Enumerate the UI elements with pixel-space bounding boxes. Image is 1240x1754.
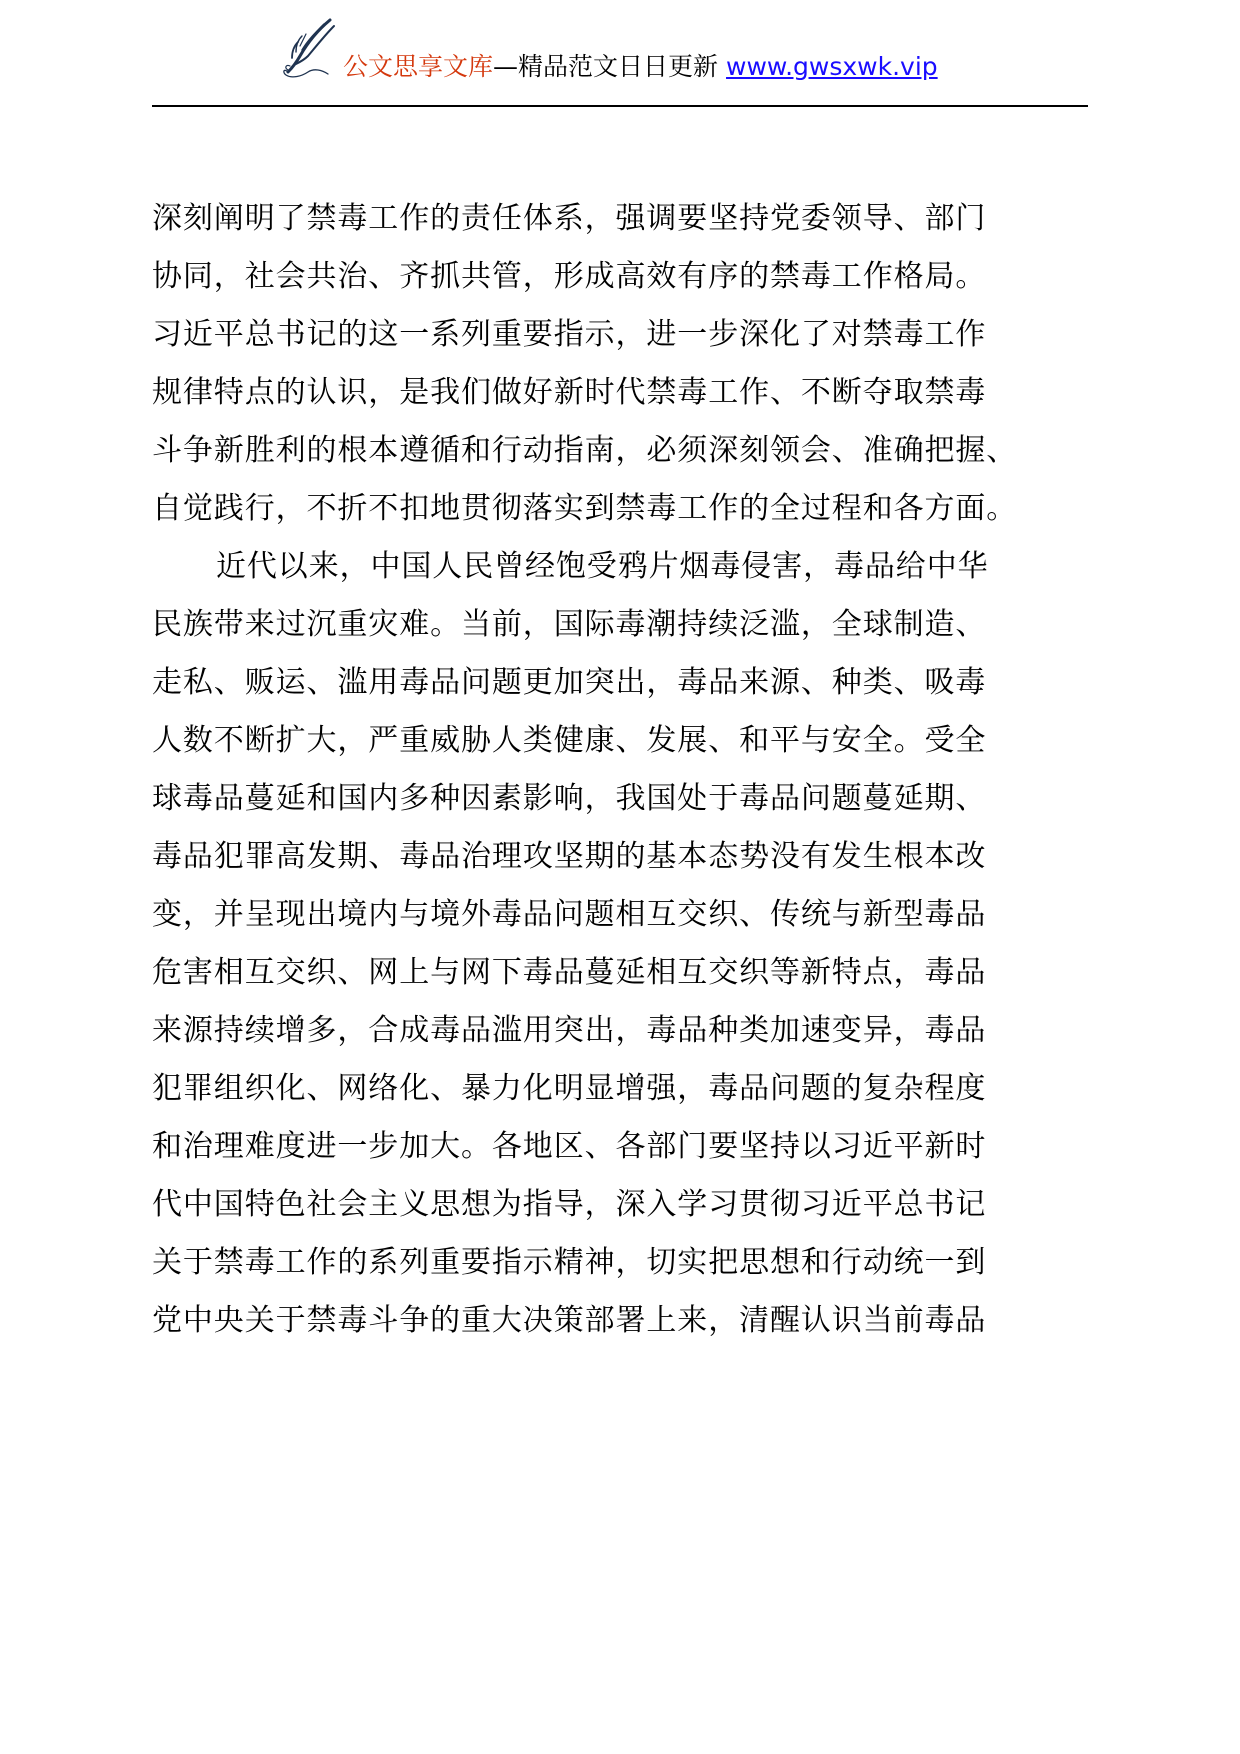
- text-line: 毒品犯罪高发期、毒品治理攻坚期的基本态势没有发生根本改: [152, 839, 987, 874]
- page-header: [0, 0, 1240, 110]
- text-line: 习近平总书记的这一系列重要指示，进一步深化了对禁毒工作: [152, 317, 987, 352]
- text-line: 球毒品蔓延和国内多种因素影响，我国处于毒品问题蔓延期、: [152, 781, 987, 816]
- text-line: 来源持续增多，合成毒品滥用突出，毒品种类加速变异，毒品: [152, 1013, 987, 1048]
- text-line: 变，并呈现出境内与境外毒品问题相互交织、传统与新型毒品: [152, 897, 987, 932]
- text-line: 人数不断扩大，严重威胁人类健康、发展、和平与安全。受全: [152, 723, 987, 758]
- brand-name: 公文思享文库: [343, 52, 494, 81]
- document-body: [152, 190, 1092, 1350]
- text-line: 犯罪组织化、网络化、暴力化明显增强，毒品问题的复杂程度: [152, 1071, 987, 1106]
- text-line: 走私、贩运、滥用毒品问题更加突出，毒品来源、种类、吸毒: [152, 665, 987, 700]
- header-divider: [152, 105, 1088, 107]
- text-line: 自觉践行，不折不扣地贯彻落实到禁毒工作的全过程和各方面。: [152, 491, 1018, 526]
- text-line: 民族带来过沉重灾难。当前，国际毒潮持续泛滥，全球制造、: [152, 607, 987, 642]
- tagline: —精品范文日日更新: [493, 52, 719, 81]
- text-line: 斗争新胜利的根本遵循和行动指南，必须深刻领会、准确把握、: [152, 433, 1018, 468]
- quill-pen-icon: [278, 16, 340, 80]
- text-line: 规律特点的认识，是我们做好新时代禁毒工作、不断夺取禁毒: [152, 375, 987, 410]
- text-line: 协同，社会共治、齐抓共管，形成高效有序的禁毒工作格局。: [152, 259, 987, 294]
- text-line: 危害相互交织、网上与网下毒品蔓延相互交织等新特点，毒品: [152, 955, 987, 990]
- text-line: 党中央关于禁毒斗争的重大决策部署上来，清醒认识当前毒品: [152, 1303, 987, 1338]
- header-title: [343, 50, 938, 84]
- website-link[interactable]: www.gwsxwk.vip: [726, 52, 938, 81]
- text-line: 关于禁毒工作的系列重要指示精神，切实把思想和行动统一到: [152, 1245, 987, 1280]
- text-line: 深刻阐明了禁毒工作的责任体系，强调要坚持党委领导、部门: [152, 201, 987, 236]
- text-line: 和治理难度进一步加大。各地区、各部门要坚持以习近平新时: [152, 1129, 987, 1164]
- text-line: 代中国特色社会主义思想为指导，深入学习贯彻习近平总书记: [152, 1187, 987, 1222]
- paragraph-start-line: 近代以来，中国人民曾经饱受鸦片烟毒侵害，毒品给中华: [216, 549, 989, 584]
